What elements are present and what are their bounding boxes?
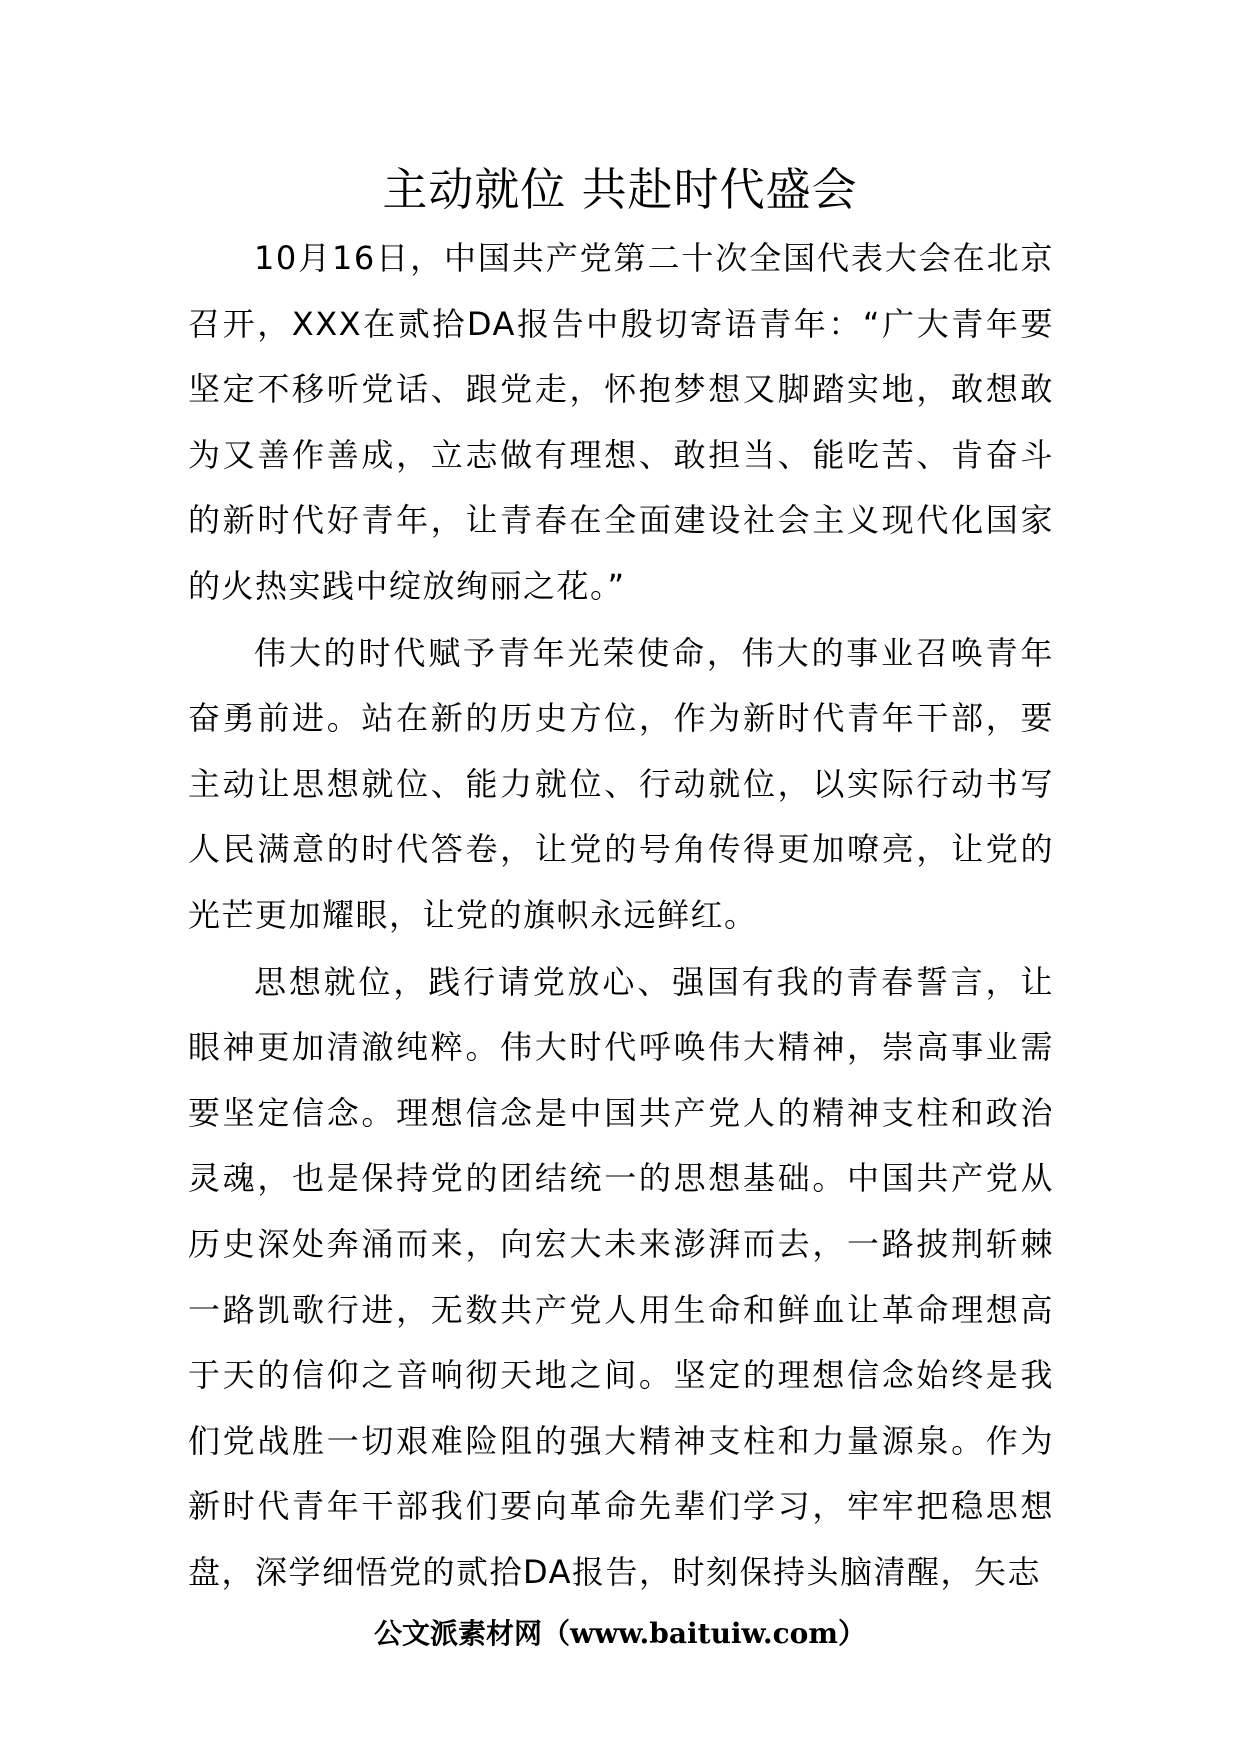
source-footer: 公文派素材网（www.baituiw.com）	[374, 1617, 866, 1650]
document-body	[188, 226, 1054, 1606]
paragraph-1: 10月16日，中国共产党第二十次全国代表大会在北京召开，XXX在贰拾DA报告中殷切寄语青年：“广大青年要坚定不移听党话、跟党走，怀抱梦想又脚踏实地，敢想敢为又善作善成，立志做有理想、敢担当、能吃苦、肯奋斗的新时代好青年，让青春在全面建设社会主义现代化国家的火热实践中绽放绚丽之花。”	[188, 239, 1054, 605]
paragraph-3: 思想就位，践行请党放心、强国有我的青春誓言，让眼神更加清澈纯粹。伟大时代呼唤伟大精神，崇高事业需要坚定信念。理想信念是中国共产党人的精神支柱和政治灵魂，也是保持党的团结统一的思想基础。中国共产党从历史深处奔涌而来，向宏大未来澎湃而去，一路披荆斩棘一路凯歌行进，无数共产党人用生命和鲜血让革命理想高于天的信仰之音响彻天地之间。坚定的理想信念始终是我们党战胜一切艰难险阻的强大精神支柱和力量源泉。作为新时代青年干部我们要向革命先辈们学习，牢牢把稳思想盘，深学细悟党的贰拾DA报告，时刻保持头脑清醒，矢志	[188, 962, 1054, 1591]
document-title: 主动就位 共赴时代盛会	[382, 163, 858, 216]
paragraph-2: 伟大的时代赋予青年光荣使命，伟大的事业召唤青年奋勇前进。站在新的历史方位，作为新时代青年干部，要主动让思想就位、能力就位、行动就位，以实际行动书写人民满意的时代答卷，让党的号角传得更加嘹亮，让党的光芒更加耀眼，让党的旗帜永远鲜红。	[188, 633, 1054, 934]
